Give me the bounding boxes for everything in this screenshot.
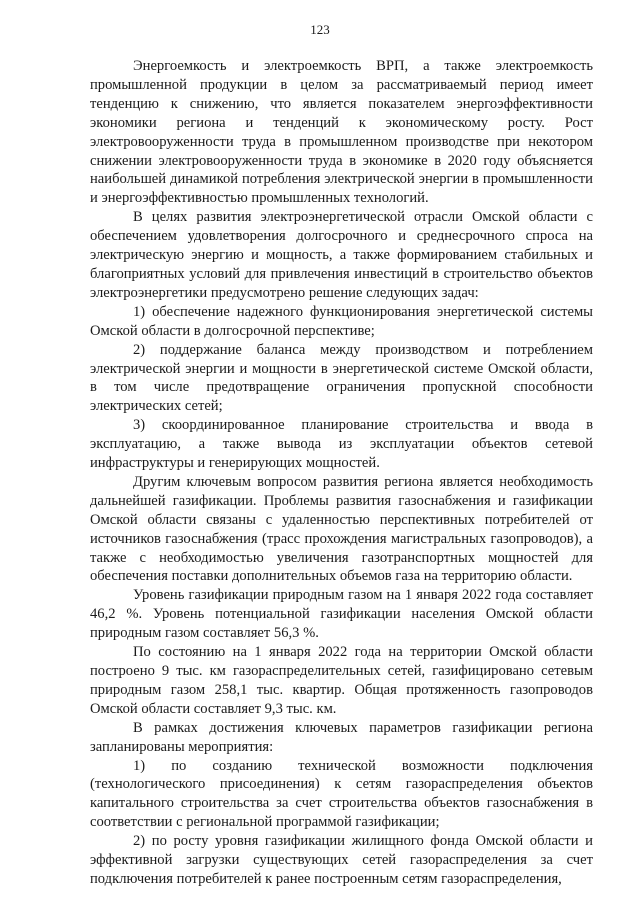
paragraph-gasification-issue: Другим ключевым вопросом развития региона является необходимость дальнейшей газификации. Проблемы развития газоснабжения и газификации Омской области связаны с удаленностью перспективных потребителей от источников газоснабжения (трасс прохождения магистральных газопроводов), а также с необходимостью увеличения газотранспортных мощностей для обеспечения поставки дополнительных объемов газа на территорию области. <box>90 473 593 585</box>
list-item-measure-2: 2) по росту уровня газификации жилищного фонда Омской области и эффективной загрузки существующих сетей газораспределения за счет подключения потребителей к ранее построенным сетям газораспределения, <box>90 833 593 887</box>
list-item-task-3: 3) скоординированное планирование строительства и ввода в эксплуатацию, а также вывода из эксплуатации объектов сетевой инфраструктуры и генерирующих мощностей. <box>90 417 593 472</box>
paragraph-planned-measures: В рамках достижения ключевых параметров газификации региона запланированы мероприятия: <box>90 719 593 755</box>
paragraph-gasification-level: Уровень газификации природным газом на 1 января 2022 года составляет 46,2 %. Уровень потенциальной газификации населения Омской области природным газом составляет 56,3 %. <box>90 587 593 642</box>
paragraph-gas-network-status: По состоянию на 1 января 2022 года на территории Омской области построено 9 тыс. км газораспределительных сетей, газифицировано сетевым природным газом 258,1 тыс. квартир. Общая протяженность газопроводов Омской области составляет 9,3 тыс. км. <box>90 644 593 717</box>
list-item-measure-1: 1) по созданию технической возможности подключения (технологического присоединения) к сетям газораспределения объектов капитального строительства за счет строительства объектов газоснабжения в соответствии с региональной программой газификации; <box>90 757 593 831</box>
document-body <box>90 57 593 889</box>
list-item-task-2: 2) поддержание баланса между производством и потреблением электрической энергии и мощности в энергетической системе Омской области, в том числе предотвращение ограничения пропускной способности электрических сетей; <box>90 341 593 415</box>
list-item-task-1: 1) обеспечение надежного функционирования энергетической системы Омской области в долгосрочной перспективе; <box>90 303 593 339</box>
paragraph-energy-intensity: Энергоемкость и электроемкость ВРП, а также электроемкость промышленной продукции в целом за рассматриваемый период имеет тенденцию к снижению, что является показателем энергоэффективности экономики региона и тенденций к экономическому росту. Рост электровооруженности труда в промышленном производстве при некотором снижении электровооруженности труда в экономике в 2020 году объясняется наибольшей динамикой потребления электрической энергии в промышленности и энергоэффективностью промышленных технологий. <box>90 58 593 207</box>
paragraph-electric-power-goals: В целях развития электроэнергетической отрасли Омской области с обеспечением удовлетворения долгосрочного и среднесрочного спроса на электрическую энергию и мощность, а также формированием стабильных и благоприятных условий для привлечения инвестиций в строительство объектов электроэнергетики предусмотрено решение следующих задач: <box>90 209 593 301</box>
page-number: 123 <box>310 22 330 37</box>
